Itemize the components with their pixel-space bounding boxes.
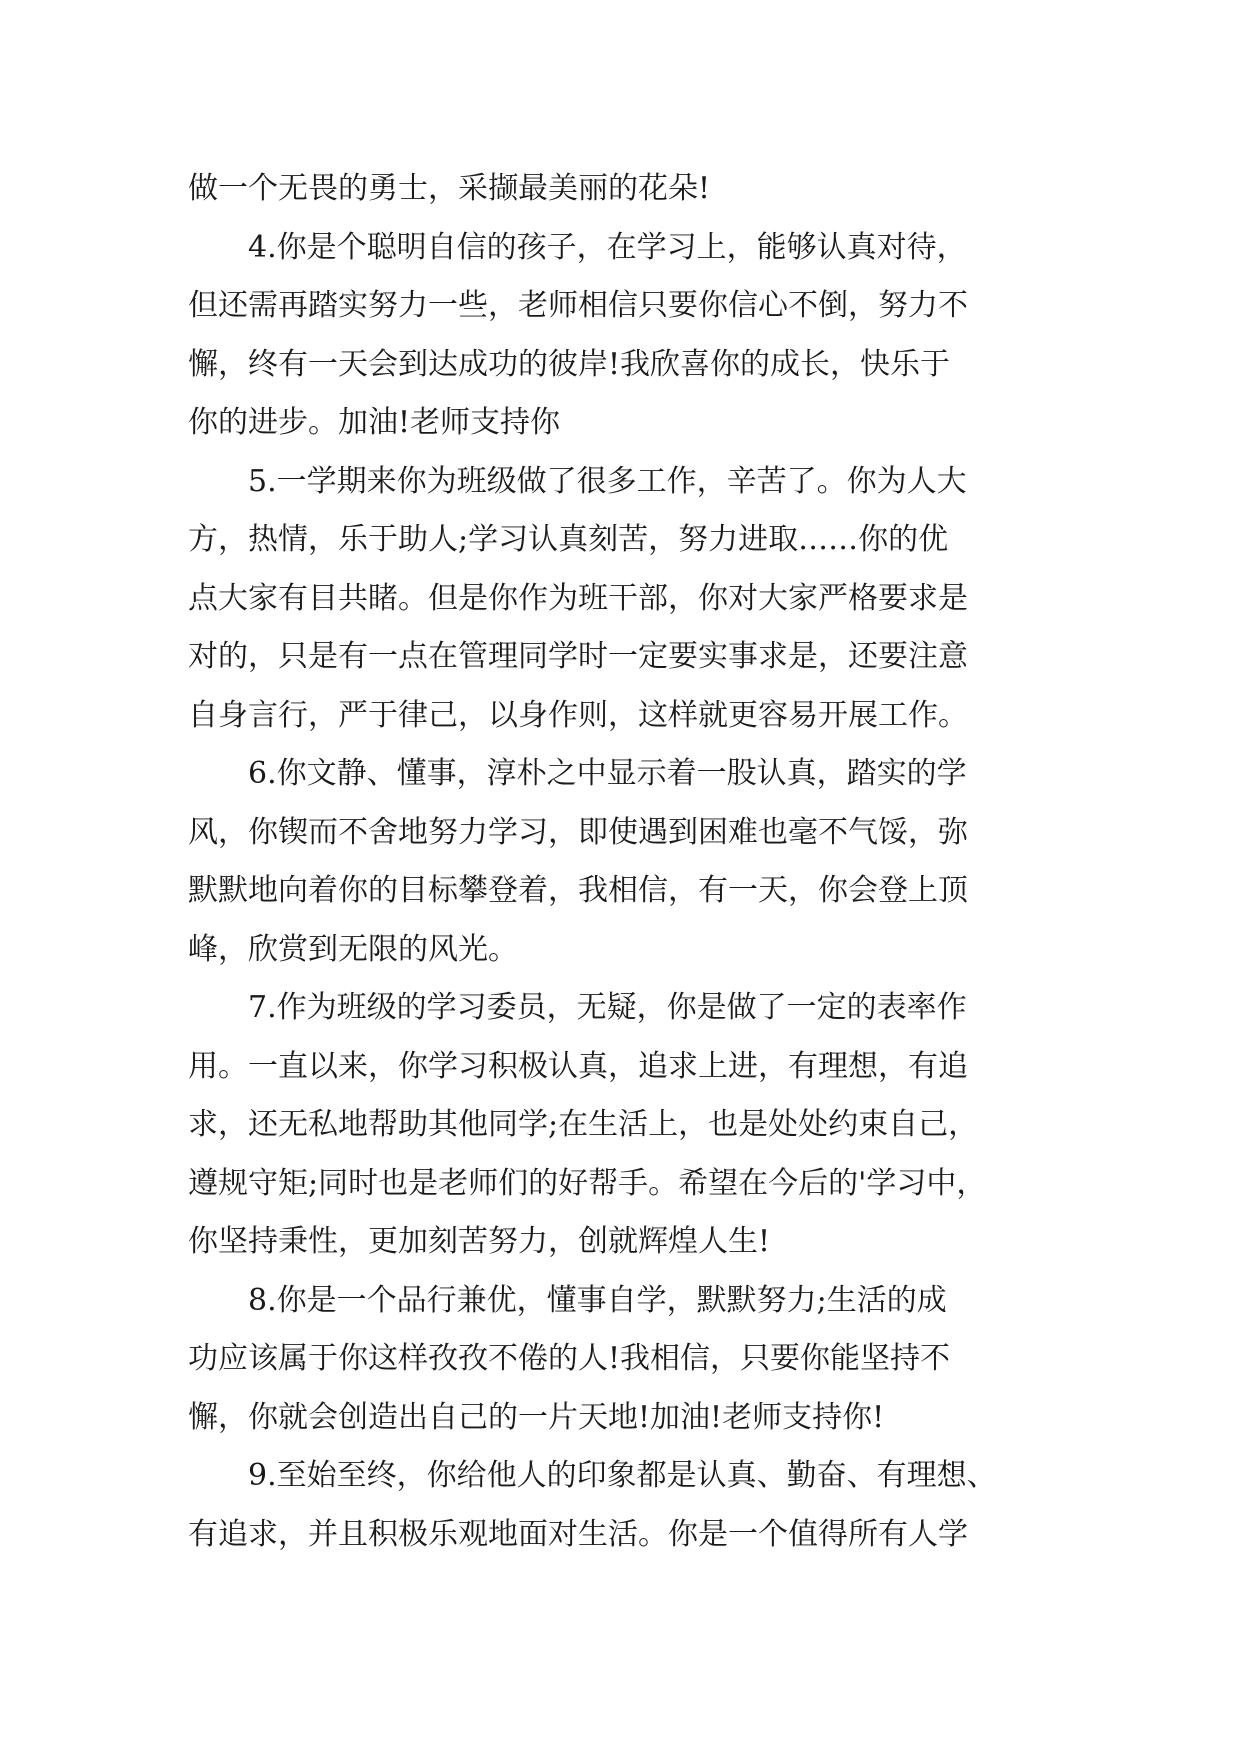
text-line: 但还需再踏实努力一些，老师相信只要你信心不倒，努力不 bbox=[188, 288, 968, 323]
paragraph-7-start: 7.作为班级的学习委员，无疑，你是做了一定的表率作 bbox=[248, 990, 967, 1025]
text-line: 默默地向着你的目标攀登着，我相信，有一天，你会登上顶 bbox=[188, 873, 968, 908]
text-line: 懈，你就会创造出自己的一片天地!加油!老师支持你! bbox=[188, 1399, 885, 1435]
text-line: 点大家有目共睹。但是你作为班干部，你对大家严格要求是 bbox=[188, 580, 968, 616]
text-line: 遵规守矩;同时也是老师们的好帮手。希望在今后的'学习中， bbox=[188, 1165, 987, 1201]
paragraph-9-start: 9.至始至终，你给他人的印象都是认真、勤奋、有理想、 bbox=[248, 1458, 997, 1493]
text-line: 你的进步。加油!老师支持你 bbox=[188, 405, 561, 440]
text-line: 功应该属于你这样孜孜不倦的人!我相信，只要你能坚持不 bbox=[188, 1341, 951, 1376]
paragraph-5-start: 5.一学期来你为班级做了很多工作，辛苦了。你为人大 bbox=[248, 463, 967, 499]
text-line: 你坚持秉性，更加刻苦努力，创就辉煌人生! bbox=[188, 1224, 771, 1259]
text-line: 用。一直以来，你学习积极认真，追求上进，有理想，有追 bbox=[188, 1048, 968, 1084]
text-line: 有追求，并且积极乐观地面对生活。你是一个值得所有人学 bbox=[188, 1516, 968, 1552]
text-line: 自身言行，严于律己，以身作则，这样就更容易开展工作。 bbox=[188, 697, 968, 733]
text-line: 求，还无私地帮助其他同学;在生活上，也是处处约束自己， bbox=[188, 1107, 979, 1142]
text-line: 做一个无畏的勇士，采撷最美丽的花朵! bbox=[188, 171, 711, 206]
text-line: 对的，只是有一点在管理同学时一定要实事求是，还要注意 bbox=[188, 639, 968, 674]
text-line: 方，热情，乐于助人;学习认真刻苦，努力进取……你的优 bbox=[188, 522, 949, 557]
text-line: 懈，终有一天会到达成功的彼岸!我欣喜你的成长，快乐于 bbox=[188, 346, 951, 382]
body-text bbox=[188, 160, 1068, 1564]
paragraph-6-start: 6.你文静、懂事，淳朴之中显示着一股认真，踏实的学 bbox=[248, 756, 967, 791]
paragraph-4-start: 4.你是个聪明自信的孩子，在学习上，能够认真对待， bbox=[248, 229, 967, 265]
paragraph-8-start: 8.你是一个品行兼优，懂事自学，默默努力;生活的成 bbox=[248, 1282, 947, 1318]
text-line: 峰，欣赏到无限的风光。 bbox=[188, 931, 518, 967]
text-line: 风，你锲而不舍地努力学习，即使遇到困难也毫不气馁，弥 bbox=[188, 814, 968, 850]
